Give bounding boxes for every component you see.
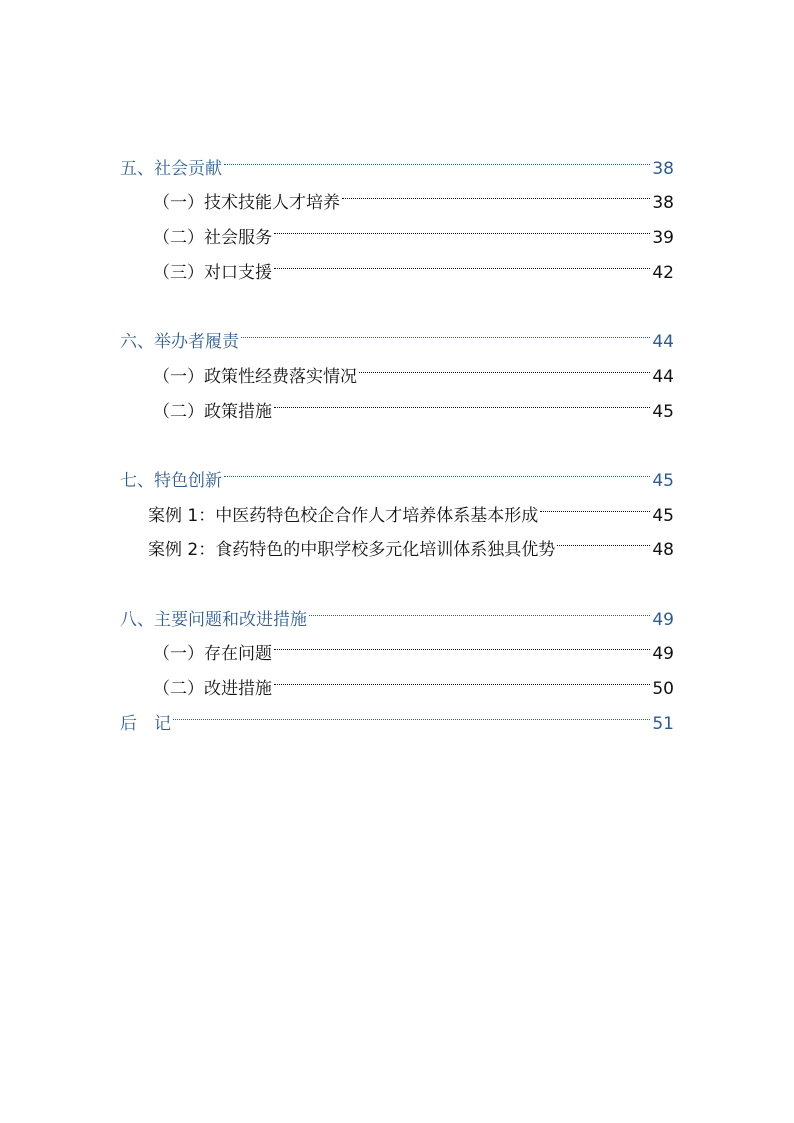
toc-entry-title: 案例 1：中医药特色校企合作人才培养体系基本形成 bbox=[148, 505, 539, 526]
toc-dot-leader bbox=[274, 243, 650, 278]
toc-entry-page-number: 48 bbox=[652, 540, 674, 561]
toc-entry-page-number: 45 bbox=[652, 505, 674, 526]
toc-entry-page-number: 49 bbox=[652, 644, 674, 665]
toc-entry-page-number: 45 bbox=[652, 470, 674, 491]
toc-dot-leader bbox=[274, 659, 650, 694]
toc-dot-leader bbox=[557, 521, 650, 556]
toc-dot-leader bbox=[342, 174, 650, 209]
toc-dot-leader bbox=[540, 486, 650, 521]
toc-entry-page-number: 44 bbox=[652, 332, 674, 353]
toc-entry-title: 八、主要问题和改进措施 bbox=[120, 609, 307, 630]
toc-entry-page-number: 45 bbox=[652, 401, 674, 422]
toc-entry-title: 案例 2：食药特色的中职学校多元化培训体系独具优势 bbox=[148, 540, 556, 561]
toc-dot-leader bbox=[274, 208, 650, 243]
toc-entry[interactable] bbox=[120, 312, 674, 353]
toc-dot-leader bbox=[274, 625, 650, 660]
toc-entry[interactable] bbox=[120, 694, 674, 734]
toc-entry-page-number: 51 bbox=[652, 713, 674, 734]
toc-entry-title: 后 记 bbox=[120, 713, 171, 734]
toc-entry-page-number: 38 bbox=[652, 193, 674, 214]
toc-entry-title: 五、社会贡献 bbox=[120, 158, 222, 179]
toc-dot-leader bbox=[224, 139, 650, 174]
toc-entry-title: （一）技术技能人才培养 bbox=[153, 193, 340, 214]
toc-entry[interactable] bbox=[120, 139, 674, 179]
toc-entry-page-number: 38 bbox=[652, 158, 674, 179]
toc-entry-title: （二）改进措施 bbox=[153, 679, 272, 699]
toc-dot-leader bbox=[359, 347, 650, 382]
toc-entry-page-number: 39 bbox=[652, 228, 674, 249]
toc-entry-title: （一）政策性经费落实情况 bbox=[153, 366, 357, 387]
toc-entry[interactable] bbox=[120, 451, 674, 491]
toc-entry-page-number: 49 bbox=[652, 609, 674, 630]
toc-dot-leader bbox=[173, 694, 650, 729]
toc-dot-leader bbox=[241, 312, 650, 347]
toc-entry-page-number: 50 bbox=[652, 679, 674, 699]
toc-entry-title: 六、举办者履责 bbox=[120, 332, 239, 353]
toc-entry-title: 七、特色创新 bbox=[120, 470, 222, 491]
toc-entry-title: （三）对口支援 bbox=[153, 262, 272, 283]
toc-entry-page-number: 44 bbox=[652, 366, 674, 387]
toc-entry-title: （二）社会服务 bbox=[153, 228, 272, 249]
table-of-contents bbox=[120, 139, 674, 734]
toc-dot-leader bbox=[274, 382, 650, 417]
toc-dot-leader bbox=[309, 590, 650, 625]
toc-entry[interactable] bbox=[120, 590, 674, 630]
toc-dot-leader bbox=[224, 451, 650, 486]
toc-entry-page-number: 42 bbox=[652, 262, 674, 283]
toc-entry-title: （一）存在问题 bbox=[153, 644, 272, 665]
toc-entry-title: （二）政策措施 bbox=[153, 401, 272, 422]
